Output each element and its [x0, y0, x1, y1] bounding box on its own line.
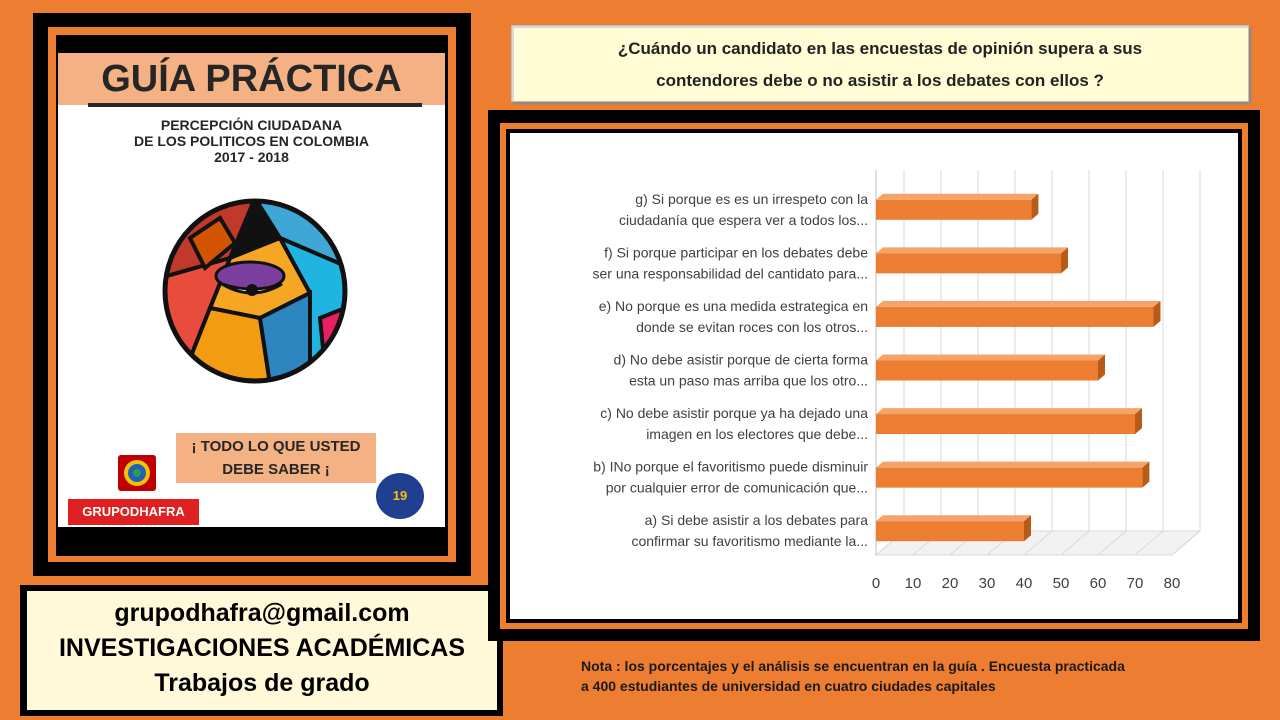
cover-title-rule — [88, 103, 422, 107]
bar-top — [876, 194, 1038, 200]
x-tick-label: 30 — [978, 575, 996, 592]
x-tick-label: 20 — [941, 575, 959, 592]
cover-subtitle — [58, 117, 445, 165]
bar — [876, 521, 1024, 541]
survey-question-line: contendores debe o no asistir a los debates con ellos ? — [656, 71, 1104, 90]
bar-top — [876, 301, 1161, 307]
survey-question — [511, 25, 1249, 102]
contact-line-theses: Trabajos de grado — [154, 669, 370, 697]
bar — [876, 468, 1142, 488]
bar-top — [876, 515, 1031, 521]
x-tick-label: 10 — [904, 575, 922, 592]
bar-top — [876, 408, 1142, 414]
bar — [876, 361, 1098, 381]
bar-top — [876, 247, 1068, 253]
contact-line-research: INVESTIGACIONES ACADÉMICAS — [58, 634, 466, 662]
survey-note — [581, 656, 1241, 696]
category-label: c) No debe asistir porque ya ha dejado una — [600, 405, 868, 422]
contact-email: grupodhafra@gmail.com — [114, 599, 410, 627]
category-label: ser una responsabilidad del cantidato para... — [592, 265, 868, 282]
x-tick-label: 0 — [871, 575, 881, 592]
emblem-icon — [118, 455, 156, 491]
survey-note-line: a 400 estudiantes de universidad en cuatro ciudades capitales — [581, 678, 996, 694]
category-label: d) No debe asistir porque de cierta forma — [613, 351, 868, 368]
bar — [876, 253, 1061, 273]
category-label: esta un paso mas arriba que los otro... — [629, 372, 868, 389]
category-label: e) No porque es una medida estrategica en — [598, 297, 868, 314]
survey-question-line: ¿Cuándo un candidato en las encuestas de opinión supera a sus — [617, 39, 1143, 58]
x-tick-label: 80 — [1163, 575, 1181, 592]
bar — [876, 414, 1135, 434]
category-label: por cualquier error de comunicación que... — [605, 479, 868, 496]
cover-slogan — [176, 433, 376, 483]
bar — [876, 307, 1154, 327]
bar — [876, 200, 1031, 220]
cover-number-badge: 19 — [376, 473, 424, 519]
bar-top — [876, 355, 1105, 361]
category-label: ciudadanía que espera ver a todos los... — [618, 211, 868, 228]
category-label: g) Si porque es es un irrespeto con la — [635, 190, 868, 207]
x-tick-label: 50 — [1052, 575, 1070, 592]
bar-top — [876, 462, 1149, 468]
cover-title: GUÍA PRÁCTICA — [101, 58, 402, 100]
contact-box — [27, 591, 497, 710]
category-label: donde se evitan roces con los otros... — [636, 318, 868, 335]
cover-subtitle-line: 2017 - 2018 — [214, 149, 289, 165]
category-label: imagen en los electores que debe... — [646, 426, 868, 443]
stained-glass-eye-illustration — [160, 198, 350, 384]
x-tick-label: 40 — [1015, 575, 1033, 592]
survey-note-line: Nota : los porcentajes y el análisis se encuentran en la guía . Encuesta practicada — [581, 658, 1125, 674]
category-label: confirmar su favoritismo mediante la... — [631, 533, 868, 550]
category-label: b) INo porque el favoritismo puede disminuir — [593, 458, 868, 475]
x-tick-label: 70 — [1126, 575, 1144, 592]
cover-brand-label: GRUPODHAFRA — [68, 499, 199, 525]
category-label: f) Si porque participar en los debates debe — [604, 244, 868, 261]
cover-slogan-line: DEBE SABER ¡ — [222, 461, 330, 478]
x-tick-label: 60 — [1089, 575, 1107, 592]
bar-chart — [510, 133, 1238, 619]
category-label: a) Si debe asistir a los debates para — [644, 512, 868, 529]
cover-subtitle-line: PERCEPCIÓN CIUDADANA — [160, 117, 343, 133]
cover-subtitle-line: DE LOS POLITICOS EN COLOMBIA — [134, 133, 369, 149]
cover-slogan-line: ¡ TODO LO QUE USTED — [191, 438, 361, 455]
